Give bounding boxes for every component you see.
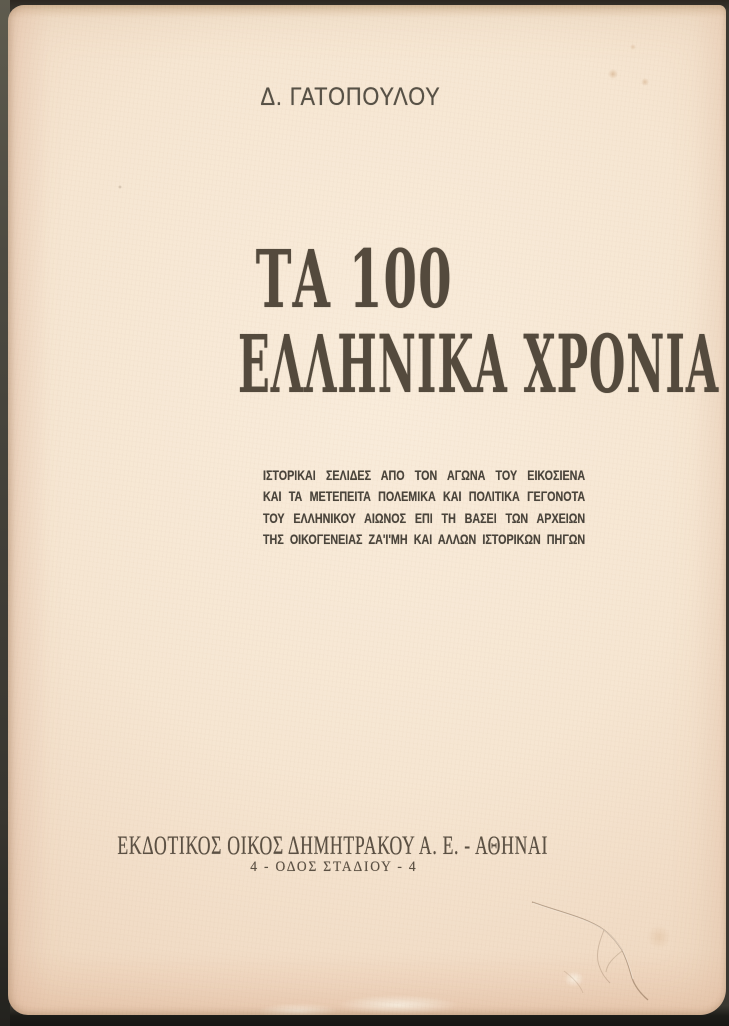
publisher-address-text: 4 - ΟΔΟΣ ΣΤΑΔΙΟΥ - 4	[250, 859, 418, 875]
subtitle-line-2: ΚΑΙ ΤΑ ΜΕΤΕΠΕΙΤΑ ΠΟΛΕΜΙΚΑ ΚΑΙ ΠΟΛΙΤΙΚΑ ΓΕΓΟΝΟΤΑ	[263, 488, 586, 505]
book-cover-paper	[8, 5, 726, 1015]
publisher-name-text: ΕΚΔΟΤΙΚΟΣ ΟΙΚΟΣ ΔΗΜΗΤΡΑΚΟΥ Α. Ε. - ΑΘΗΝΑΙ	[117, 831, 549, 860]
author-name-text: Δ. ΓΑΤΟΠΟΥΛΟΥ	[260, 83, 442, 111]
subtitle-line-1: ΙΣΤΟΡΙΚΑΙ ΣΕΛΙΔΕΣ ΑΠΟ ΤΟΝ ΑΓΩΝΑ ΤΟΥ ΕΙΚΟΣΙΕΝΑ	[263, 467, 586, 483]
book-title-line-2-text: ΕΛΛΗΝΙΚΑ ΧΡΟΝΙΑ	[238, 317, 720, 411]
subtitle-line-3: ΤΟΥ ΕΛΛΗΝΙΚΟΥ ΑΙΩΝΟΣ ΕΠΙ ΤΗ ΒΑΣΕΙ ΤΩΝ ΑΡΧΕΙΩΝ	[263, 509, 586, 526]
subtitle-line-4: ΤΗΣ ΟΙΚΟΓΕΝΕΙΑΣ ΖΑ'Ι'ΜΗ ΚΑΙ ΑΛΛΩΝ ΙΣΤΟΡΙΚΩΝ ΠΗΓΩΝ	[263, 531, 586, 548]
book-title-line-1-text: ΤΑ 100	[255, 232, 453, 326]
crease-tear-graphic	[8, 5, 726, 1015]
